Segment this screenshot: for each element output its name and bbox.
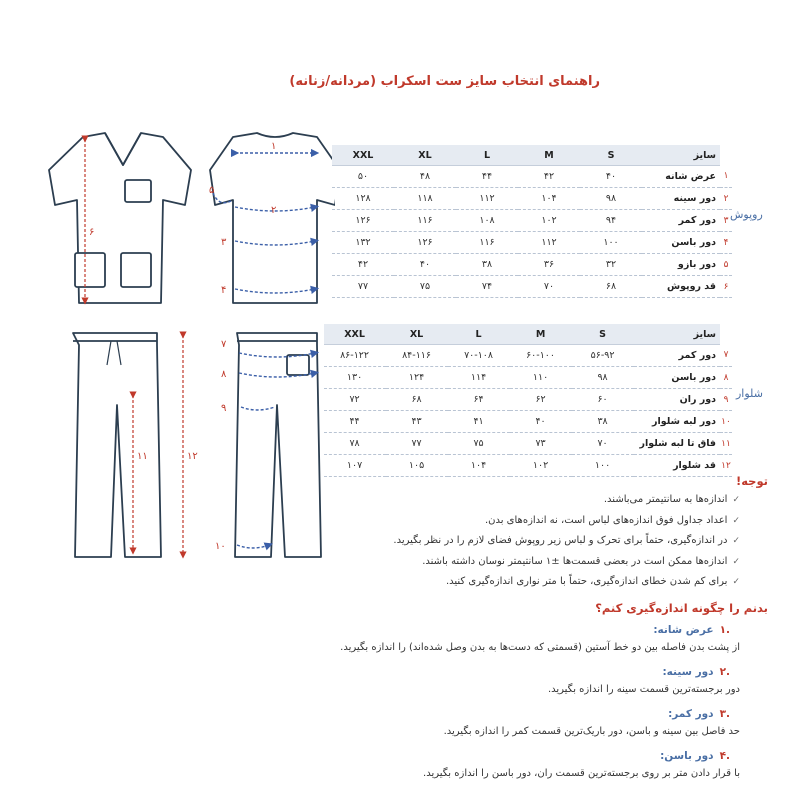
pants-cell: ۱۱۰ [510, 367, 572, 389]
pants-cell: ۱۱۴ [448, 367, 510, 389]
top-cell: ۳۶ [518, 254, 580, 276]
pants-table-row [324, 411, 732, 433]
step-title: دور کمر: [668, 708, 714, 720]
notes-title: توجه! [735, 474, 768, 488]
top-cell: ۹۴ [580, 210, 642, 232]
top-cell: ۱۱۶ [394, 210, 456, 232]
pants-cell: ۴۱ [448, 411, 510, 433]
pants-header-cell: سایز [634, 324, 720, 345]
top-row-number: ۲ [720, 188, 732, 210]
top-size-table [332, 145, 732, 298]
top-table-row [332, 210, 732, 232]
top-row-number: ۶ [720, 276, 732, 298]
step-body: از پشت بدن فاصله بین دو خط آستین (قسمتی که دست‌ها به بدن وصل شده‌اند) را اندازه بگیرید. [340, 642, 740, 653]
top-table-row [332, 166, 732, 188]
how-to-step [130, 708, 740, 737]
pants-side-label: شلوار [736, 387, 763, 400]
top-table-row [332, 254, 732, 276]
top-back-outline [210, 133, 335, 303]
pants-cell: ۷۲ [324, 389, 386, 411]
top-cell: ۹۸ [580, 188, 642, 210]
top-cell: ۱۰۴ [518, 188, 580, 210]
pants-cell: ۳۸ [572, 411, 634, 433]
step-heading [130, 708, 730, 720]
top-header-cell: S [580, 145, 642, 166]
step-title: دور باسن: [660, 750, 714, 762]
top-cell: ۴۰ [580, 166, 642, 188]
step-number: .۳ [719, 708, 730, 720]
top-cell: ۱۱۸ [394, 188, 456, 210]
note-text: اندازه‌ها به سانتیمتر می‌باشند. [603, 494, 728, 505]
top-table-row [332, 276, 732, 298]
pants-row-number: ۱۲ [720, 455, 732, 477]
top-header-cell: M [518, 145, 580, 166]
note-text: اندازه‌ها ممکن است در بعضی قسمت‌ها ±۱ سانتیمتر نوسان داشته باشند. [422, 555, 728, 567]
pants-row-number: ۱۱ [720, 433, 732, 455]
step-title: عرض شانه: [653, 624, 714, 636]
label-4: ۴ [221, 285, 227, 296]
top-cell: ۷۵ [394, 276, 456, 298]
top-cell: ۷۰ [518, 276, 580, 298]
top-cell: ۱۰۰ [580, 232, 642, 254]
notes-list [180, 490, 740, 593]
pants-cell: ۷۵ [448, 433, 510, 455]
top-table-row [332, 188, 732, 210]
how-to-step [130, 666, 740, 695]
top-cell: ۷۷ [332, 276, 394, 298]
top-cell: ۴۲ [332, 254, 394, 276]
step-number: .۱ [719, 624, 730, 636]
pants-row-label: دور کمر [634, 345, 720, 367]
check-icon: ✓ [732, 515, 740, 526]
how-to-title: بدنم را چگونه اندازه‌گیری کنم؟ [595, 601, 768, 615]
top-cell: ۷۴ [456, 276, 518, 298]
pants-row-label: فاق تا لبه شلوار [634, 433, 720, 455]
pants-cell: ۱۰۰ [572, 455, 634, 477]
label-5: ۵ [209, 185, 215, 196]
check-icon: ✓ [732, 577, 740, 587]
top-cell: ۶۸ [580, 276, 642, 298]
pants-header-cell: M [510, 324, 572, 345]
pants-cell: ۴۴ [324, 411, 386, 433]
top-cell: ۱۱۶ [456, 232, 518, 254]
pants-header-cell: XXL [324, 324, 386, 345]
pants-cell: ۴۰ [510, 411, 572, 433]
top-row-label: قد روپوش [642, 276, 720, 298]
pants-cell: ۱۲۴ [386, 367, 448, 389]
top-row-label: دور باسن [642, 232, 720, 254]
pants-cell: ۶۰-۱۰۰ [510, 345, 572, 367]
label-3: ۳ [221, 237, 227, 248]
pants-size-table [324, 324, 732, 477]
label-10: ۱۰ [215, 541, 226, 552]
note-item [180, 531, 740, 552]
top-cell: ۱۱۲ [456, 188, 518, 210]
label-2: ۲ [271, 205, 277, 216]
pants-cell: ۱۰۷ [324, 455, 386, 477]
top-header-cell: XL [394, 145, 456, 166]
note-text: اعداد جداول فوق اندازه‌های لباس است، نه اندازه‌های بدن. [484, 514, 728, 526]
pants-cell: ۸۶-۱۲۲ [324, 345, 386, 367]
top-row-label: دور کمر [642, 210, 720, 232]
pants-header-cell: L [448, 324, 510, 345]
pants-cell: ۷۸ [324, 433, 386, 455]
pants-cell: ۷۰-۱۰۸ [448, 345, 510, 367]
pants-cell: ۶۰ [572, 389, 634, 411]
top-row-number: ۳ [720, 210, 732, 232]
pants-table-row [324, 455, 732, 477]
top-cell: ۳۲ [580, 254, 642, 276]
label-1: ۱ [271, 141, 277, 152]
pants-row-number: ۱۰ [720, 411, 732, 433]
top-row-label: عرض شانه [642, 166, 720, 188]
step-heading [130, 750, 730, 762]
top-header-cell: XXL [332, 145, 394, 166]
note-text: برای کم شدن خطای اندازه‌گیری، حتماً با متر نواری اندازه‌گیری کنید. [445, 576, 728, 587]
top-cell: ۴۸ [394, 166, 456, 188]
label-12: ۱۲ [187, 451, 198, 462]
pants-cell: ۹۸ [572, 367, 634, 389]
note-item [180, 511, 740, 532]
step-body: دور برجسته‌ترین قسمت سینه را اندازه بگیرید. [547, 684, 740, 695]
note-item [180, 490, 740, 511]
top-cell: ۱۲۸ [332, 188, 394, 210]
pants-cell: ۱۰۲ [510, 455, 572, 477]
top-cell: ۱۲۶ [332, 210, 394, 232]
pants-cell: ۷۷ [386, 433, 448, 455]
top-table-row [332, 232, 732, 254]
pants-row-number: ۸ [720, 367, 732, 389]
step-body: با قرار دادن متر بر روی برجسته‌ترین قسمت ران، دور باسن را اندازه بگیرید. [423, 768, 740, 779]
pants-row-number: ۹ [720, 389, 732, 411]
pants-cell: ۱۳۰ [324, 367, 386, 389]
step-title: دور سینه: [662, 666, 714, 678]
top-header-spacer [720, 145, 732, 166]
pants-header-cell: S [572, 324, 634, 345]
how-to-step [130, 750, 740, 779]
top-row-label: دور سینه [642, 188, 720, 210]
pants-header-spacer [720, 324, 732, 345]
pants-cell: ۱۰۴ [448, 455, 510, 477]
top-side-label: روپوش [730, 208, 763, 221]
pants-table-row [324, 345, 732, 367]
check-icon: ✓ [732, 495, 740, 505]
top-cell: ۱۳۲ [332, 232, 394, 254]
step-number: .۲ [719, 666, 730, 678]
top-row-number: ۴ [720, 232, 732, 254]
pants-row-label: قد شلوار [634, 455, 720, 477]
label-9: ۹ [221, 403, 227, 414]
check-icon: ✓ [732, 536, 740, 546]
pants-cell: ۵۶-۹۲ [572, 345, 634, 367]
step-heading [130, 666, 730, 678]
check-icon: ✓ [732, 556, 740, 567]
how-to-step [130, 624, 740, 653]
top-row-number: ۵ [720, 254, 732, 276]
top-cell: ۱۰۲ [518, 210, 580, 232]
pants-cell: ۴۳ [386, 411, 448, 433]
pants-table-row [324, 433, 732, 455]
top-cell: ۵۰ [332, 166, 394, 188]
pants-row-label: دور لبه شلوار [634, 411, 720, 433]
top-cell: ۱۲۶ [394, 232, 456, 254]
top-cell: ۱۰۸ [456, 210, 518, 232]
pants-row-number: ۷ [720, 345, 732, 367]
top-cell: ۴۰ [394, 254, 456, 276]
pants-cell: ۱۰۵ [386, 455, 448, 477]
top-row-label: دور بازو [642, 254, 720, 276]
note-item [180, 552, 740, 573]
step-body: حد فاصل بین سینه و باسن، دور باریک‌ترین قسمت کمر را اندازه بگیرید. [443, 726, 740, 737]
pants-front-outline [73, 333, 161, 557]
label-7: ۷ [221, 339, 227, 350]
label-6: ۶ [89, 227, 95, 238]
label-11: ۱۱ [137, 451, 148, 462]
top-cell: ۱۱۲ [518, 232, 580, 254]
top-row-number: ۱ [720, 166, 732, 188]
pants-row-label: دور باسن [634, 367, 720, 389]
pants-header-cell: XL [386, 324, 448, 345]
top-cell: ۴۲ [518, 166, 580, 188]
step-heading [130, 624, 730, 636]
top-cell: ۳۸ [456, 254, 518, 276]
note-text: در اندازه‌گیری، حتماً برای تحرک و لباس زیر روپوش فضای لازم را در نظر بگیرید. [393, 535, 728, 546]
pants-table-row [324, 367, 732, 389]
top-header-cell: L [456, 145, 518, 166]
top-cell: ۴۴ [456, 166, 518, 188]
top-header-cell: سایز [642, 145, 720, 166]
pants-cell: ۶۸ [386, 389, 448, 411]
step-number: .۴ [719, 750, 730, 762]
pants-cell: ۶۲ [510, 389, 572, 411]
pants-cell: ۷۰ [572, 433, 634, 455]
pants-table-row [324, 389, 732, 411]
pants-cell: ۶۴ [448, 389, 510, 411]
note-item [180, 572, 740, 593]
pants-cell: ۸۴-۱۱۶ [386, 345, 448, 367]
page-title: راهنمای انتخاب سایز ست اسکراب (مردانه/زنانه) [289, 74, 600, 89]
pants-cell: ۷۳ [510, 433, 572, 455]
pants-row-label: دور ران [634, 389, 720, 411]
label-8: ۸ [221, 369, 227, 380]
